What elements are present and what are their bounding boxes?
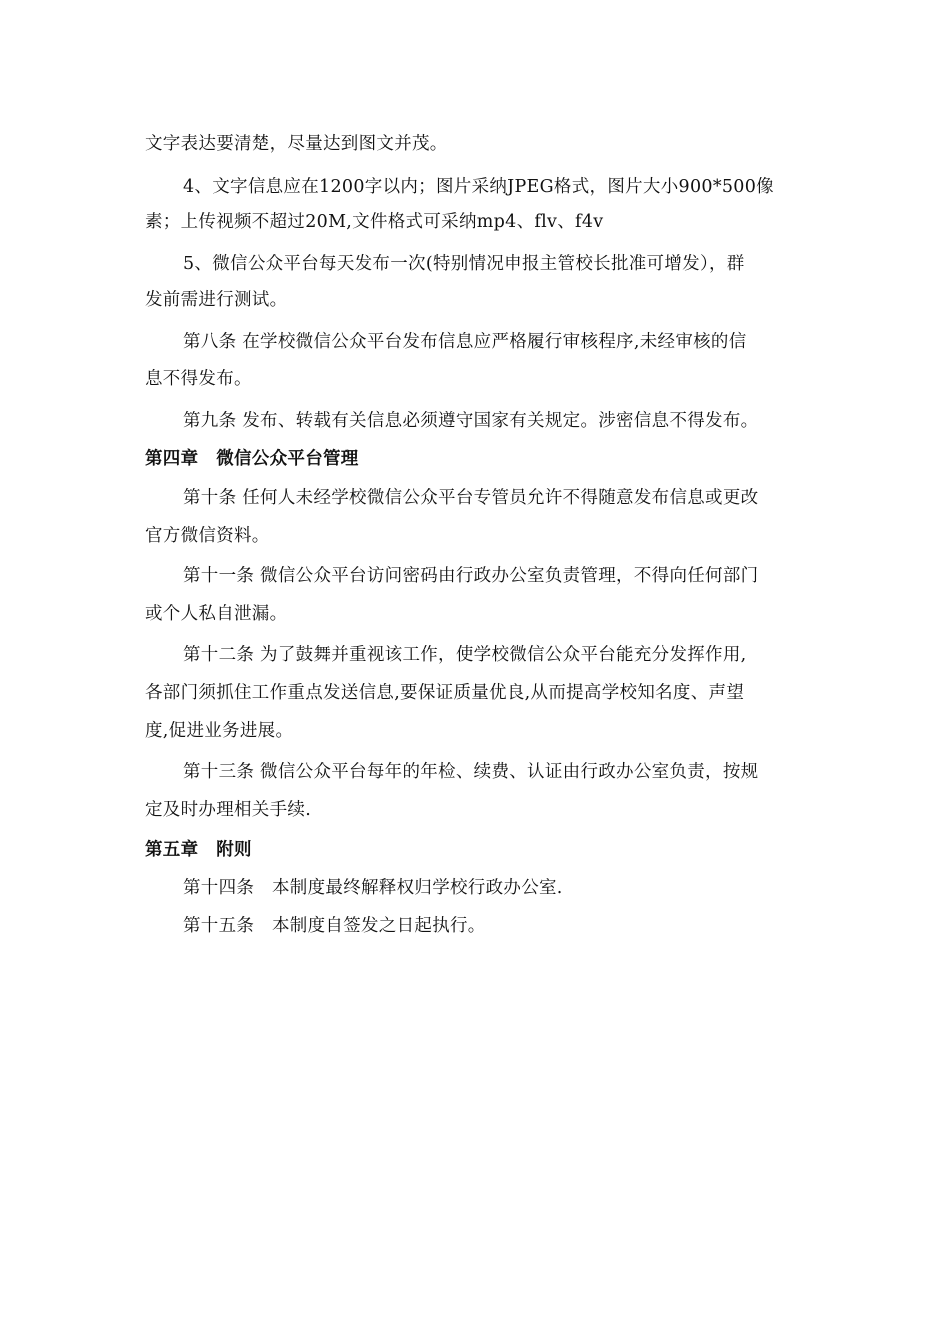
chapter-4-heading: 第四章 微信公众平台管理	[145, 449, 359, 469]
chapter-5-heading: 第五章 附则	[145, 840, 252, 860]
article-15: 第十五条 本制度自签发之日起执行。	[183, 916, 486, 936]
article-14: 第十四条 本制度最终解释权归学校行政办公室.	[183, 878, 563, 898]
article-11: 第十一条 微信公众平台访问密码由行政办公室负责管理，不得向任何部门	[183, 566, 759, 586]
text-line: 度,促进业务进展。	[145, 721, 294, 741]
article-8: 第八条 在学校微信公众平台发布信息应严格履行审核程序,未经审核的信	[183, 332, 747, 352]
text-line: 定及时办理相关手续.	[145, 800, 312, 820]
article-9: 第九条 发布、转载有关信息必须遵守国家有关规定。涉密信息不得发布。	[183, 411, 759, 431]
text-line: 官方微信资料。	[145, 526, 270, 546]
text-line: 各部门须抓住工作重点发送信息,要保证质量优良,从而提高学校知名度、声望	[145, 683, 745, 703]
text-line: 文字表达要清楚，尽量达到图文并茂。	[145, 134, 448, 154]
article-13: 第十三条 微信公众平台每年的年检、续费、认证由行政办公室负责，按规	[183, 762, 759, 782]
article-12: 第十二条 为了鼓舞并重视该工作，使学校微信公众平台能充分发挥作用,	[183, 645, 747, 665]
text-line: 素；上传视频不超过20M,文件格式可采纳mp4、flv、f4v	[145, 212, 604, 232]
text-line: 或个人私自泄漏。	[145, 604, 288, 624]
text-line: 4、文字信息应在1200字以内；图片采纳JPEG格式，图片大小900*500像	[183, 177, 774, 197]
text-line: 发前需进行测试。	[145, 290, 288, 310]
article-10: 第十条 任何人未经学校微信公众平台专管员允许不得随意发布信息或更改	[183, 488, 759, 508]
text-line: 5、微信公众平台每天发布一次(特别情况申报主管校长批准可增发），群	[183, 254, 745, 274]
text-line: 息不得发布。	[145, 369, 252, 389]
